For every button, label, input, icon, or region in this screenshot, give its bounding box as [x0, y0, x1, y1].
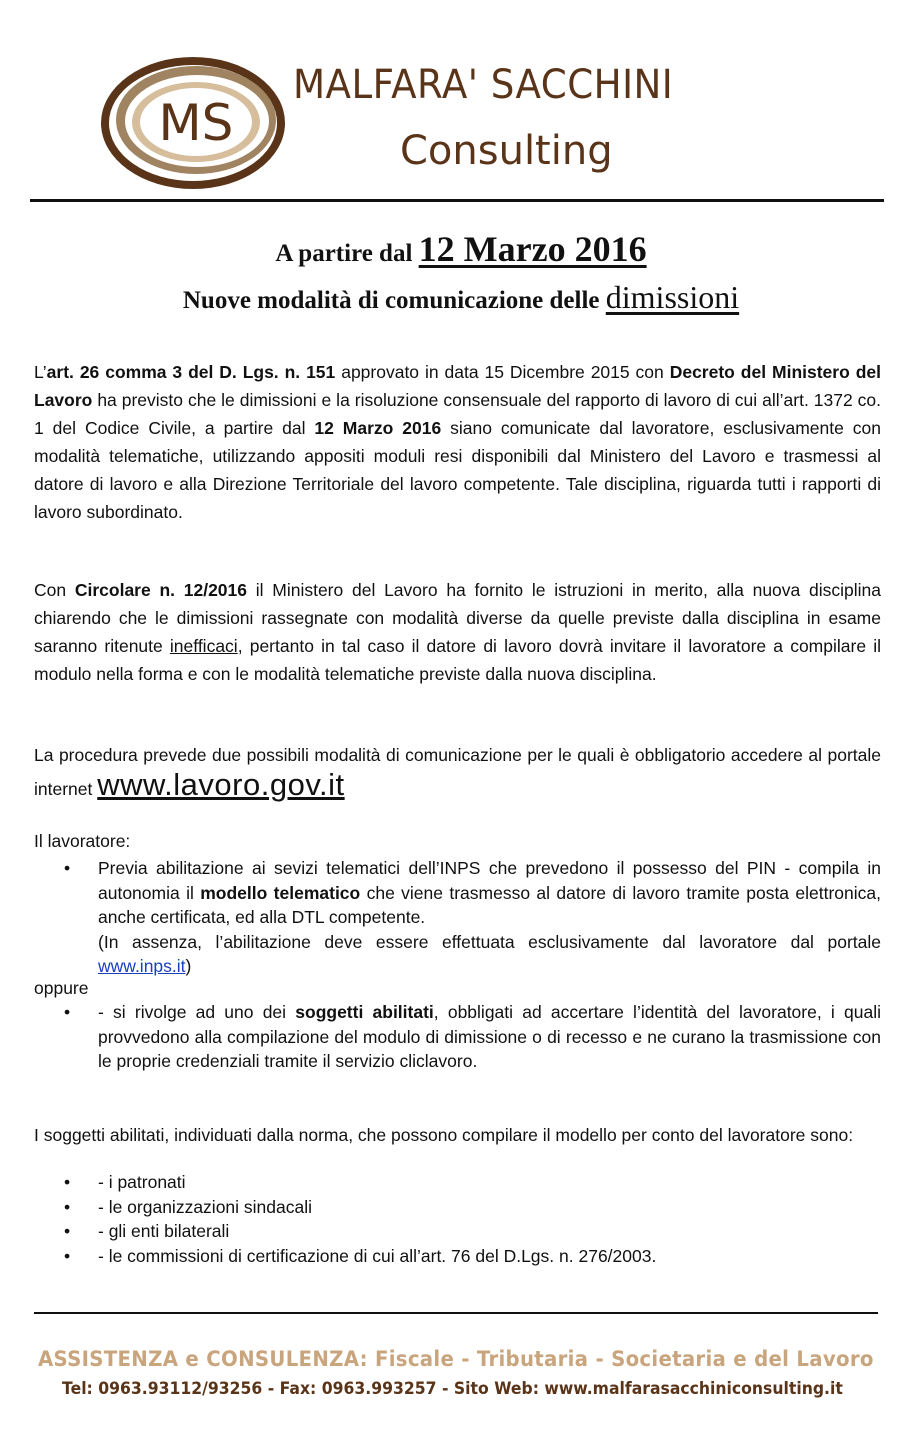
text: , pertanto in tal caso il datore di lavoro dovrà invitare il lavoratore a compilare il modulo nella forma e con le modalità telematiche previste dalla nuova disciplina. — [34, 636, 881, 684]
subjects-list — [34, 1170, 881, 1268]
brand-title: MALFARA' SACCHINI — [293, 62, 674, 108]
text: , obbligati ad accertare l’identità del lavoratore, i quali provvedono alla compilazione del modulo di dimissione o di recesso e ne curano la trasmissione con le proprie credenziali tramite il servizio cliclavoro. — [98, 1002, 881, 1071]
text: il Ministero del Lavoro ha fornito le istruzioni in merito, alla nuova disciplina chiarendo che le dimissioni rassegnate con modalità diverse da quelle previste dalla disciplina in esame saranno ritenute — [34, 580, 881, 656]
paragraph-procedure — [34, 740, 881, 804]
underlined-text: inefficaci — [169, 636, 238, 656]
text: siano comunicate dal lavoratore, esclusivamente con modalità telematiche, utilizzando appositi moduli resi disponibili dal Ministero del Lavoro e trasmessi al datore di lavoro e alla Direzione Territoriale del lavoro competente. Tale disciplina, riguarda tutti i rapporti di lavoro subordinato. — [34, 418, 881, 522]
list-item: • - le commissioni di certificazione di cui all’art. 76 del D.Lgs. n. 276/2003. — [34, 1244, 881, 1269]
headline — [0, 228, 922, 270]
bold-text: Circolare n. 12/2016 — [74, 580, 247, 600]
brand-subtitle: Consulting — [400, 128, 613, 174]
bold-text: modello telematico — [200, 882, 361, 903]
lavoro-link[interactable]: www.lavoro.gov.it — [97, 767, 345, 802]
footer-contacts: Tel: 0963.93112/93256 - Fax: 0963.993257 - Sito Web: www.malfarasacchiniconsulting.it — [62, 1379, 843, 1399]
text: che viene trasmesso al datore di lavoro tramite posta elettronica, anche certificata, ed alla DTL competente. — [98, 882, 881, 927]
ms-logo-icon — [98, 52, 288, 194]
footer-divider — [34, 1312, 878, 1314]
paragraph-circular — [34, 576, 881, 688]
worker-list-2 — [34, 1000, 881, 1074]
oppure-text: oppure — [34, 978, 89, 998]
text: Con — [34, 580, 75, 600]
text: La procedura prevede due possibili modalità di comunicazione per le quali è obbligatorio accedere al portale internet — [34, 745, 881, 799]
list-item: • - gli enti bilaterali — [34, 1219, 881, 1244]
bold-text: Decreto del Ministero del Lavoro — [34, 362, 881, 410]
list-item — [34, 1000, 881, 1074]
subheadline-prefix: Nuove modalità di comunicazione delle — [182, 287, 606, 314]
text: ha previsto che le dimissioni e la risoluzione consensuale del rapporto di lavoro di cui all’art. 1372 co. 1 del Codice Civile, a partire dal — [34, 390, 881, 438]
headline-date: 12 Marzo 2016 — [418, 229, 647, 269]
bold-text: 12 Marzo 2016 — [314, 418, 442, 438]
list-item: • - i patronati — [34, 1170, 881, 1195]
subheadline-word: dimissioni — [605, 279, 740, 315]
subjects-intro: I soggetti abilitati, individuati dalla norma, che possono compilare il modello per conto del lavoratore sono: — [34, 1125, 854, 1145]
text: - si rivolge ad uno dei — [98, 1002, 296, 1022]
svg-text:MS: MS — [158, 94, 234, 152]
worker-list — [34, 856, 881, 979]
list-item: • - le organizzazioni sindacali — [34, 1195, 881, 1220]
text: (In assenza, l’abilitazione deve essere effettuata esclusivamente dal lavoratore dal portale — [98, 931, 881, 952]
text: L’ — [34, 362, 47, 382]
bold-text: soggetti abilitati — [295, 1002, 434, 1022]
list-item — [34, 856, 881, 979]
header-divider — [30, 199, 884, 202]
footer-services: ASSISTENZA e CONSULENZA: Fiscale - Tributaria - Societaria e del Lavoro — [38, 1347, 874, 1371]
paragraph-law — [34, 358, 881, 526]
subheadline — [0, 279, 922, 316]
text: approvato in data 15 Dicembre 2015 con — [335, 362, 670, 382]
inps-link[interactable]: www.inps.it — [98, 956, 186, 976]
bold-text: art. 26 comma 3 del D. Lgs. n. 151 — [46, 362, 336, 382]
headline-prefix: A partire dal — [275, 240, 419, 267]
text: ) — [185, 956, 192, 976]
text: Previa abilitazione ai sevizi telematici dell’INPS che prevedono il possesso del PIN - compila in autonomia il — [98, 858, 881, 903]
worker-intro: Il lavoratore: — [34, 831, 131, 851]
